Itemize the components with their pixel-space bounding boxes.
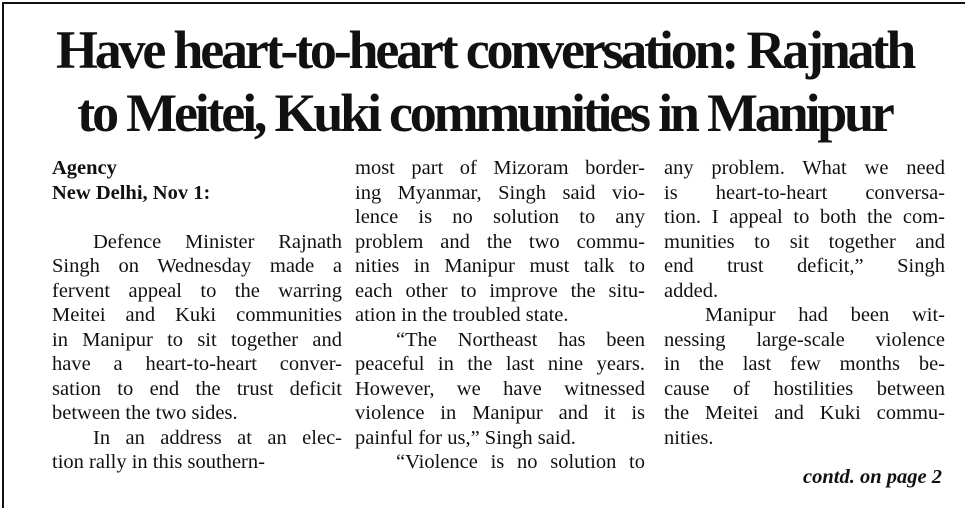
text-line: the Meitei and Kuki commu- [664, 402, 945, 424]
text-line: nessing large-scale violence [664, 328, 945, 351]
text-line: cause of hostilities between [664, 377, 945, 400]
byline-agency: Agency [52, 157, 117, 179]
text-line: “Violence is no solution to [355, 451, 645, 473]
byline-dateline: New Delhi, Nov 1: [52, 181, 211, 204]
text-line: “The Northeast has been [355, 328, 645, 351]
text-line: peaceful in the last nine years. [355, 353, 645, 375]
text-line: In an address at an elec- [52, 426, 342, 449]
text-line: lence is no solution to any [355, 206, 645, 228]
text-line: violence in Manipur and it is [355, 402, 645, 424]
text-line: However, we have witnessed [355, 377, 645, 400]
text-line: Manipur had been wit- [664, 304, 945, 326]
text-line: tion rally in this southern- [52, 451, 265, 473]
column-2 [355, 156, 645, 475]
headline-line-2: to Meitei, Kuki communities in Manipur [77, 83, 892, 143]
text-line: any problem. What we need [664, 157, 945, 179]
column-3 [664, 156, 945, 450]
text-line: Singh on Wednesday made a [52, 255, 342, 277]
text-line: munities to sit together and [664, 230, 945, 253]
text-line: in the last few months be- [664, 353, 945, 375]
text-line: nities in Manipur must talk to [355, 255, 645, 277]
text-line: problem and the two commu- [355, 230, 645, 253]
text-line: is heart-to-heart conversa- [664, 181, 945, 204]
text-line: Defence Minister Rajnath [52, 230, 342, 253]
text-line: fervent appeal to the warring [52, 279, 342, 302]
text-line: most part of Mizoram border- [355, 157, 645, 179]
headline-line-1: Have heart-to-heart conversation: Rajnath [55, 20, 914, 80]
text-line: have a heart-to-heart conver- [52, 353, 342, 375]
text-line: tion. I appeal to both the com- [664, 206, 945, 228]
text-line: end trust deficit,” Singh [664, 255, 945, 277]
column-3-body [664, 156, 945, 450]
column-2-body [355, 156, 645, 475]
text-line: Meitei and Kuki communities [52, 304, 342, 326]
text-line: sation to end the trust deficit [52, 377, 342, 400]
text-line: added. [664, 279, 719, 302]
text-line: ing Myanmar, Singh said vio- [355, 181, 645, 204]
continued-on-page-link[interactable]: contd. on page 2 [803, 466, 942, 488]
text-line: painful for us,” Singh said. [355, 426, 576, 449]
column-1 [52, 156, 342, 475]
text-line: nities. [664, 426, 714, 449]
text-line: between the two sides. [52, 402, 238, 424]
text-line: ation in the troubled state. [355, 304, 569, 326]
text-line: each other to improve the situ- [355, 279, 645, 302]
column-1-body [52, 230, 342, 475]
text-line: in Manipur to sit together and [52, 328, 342, 351]
